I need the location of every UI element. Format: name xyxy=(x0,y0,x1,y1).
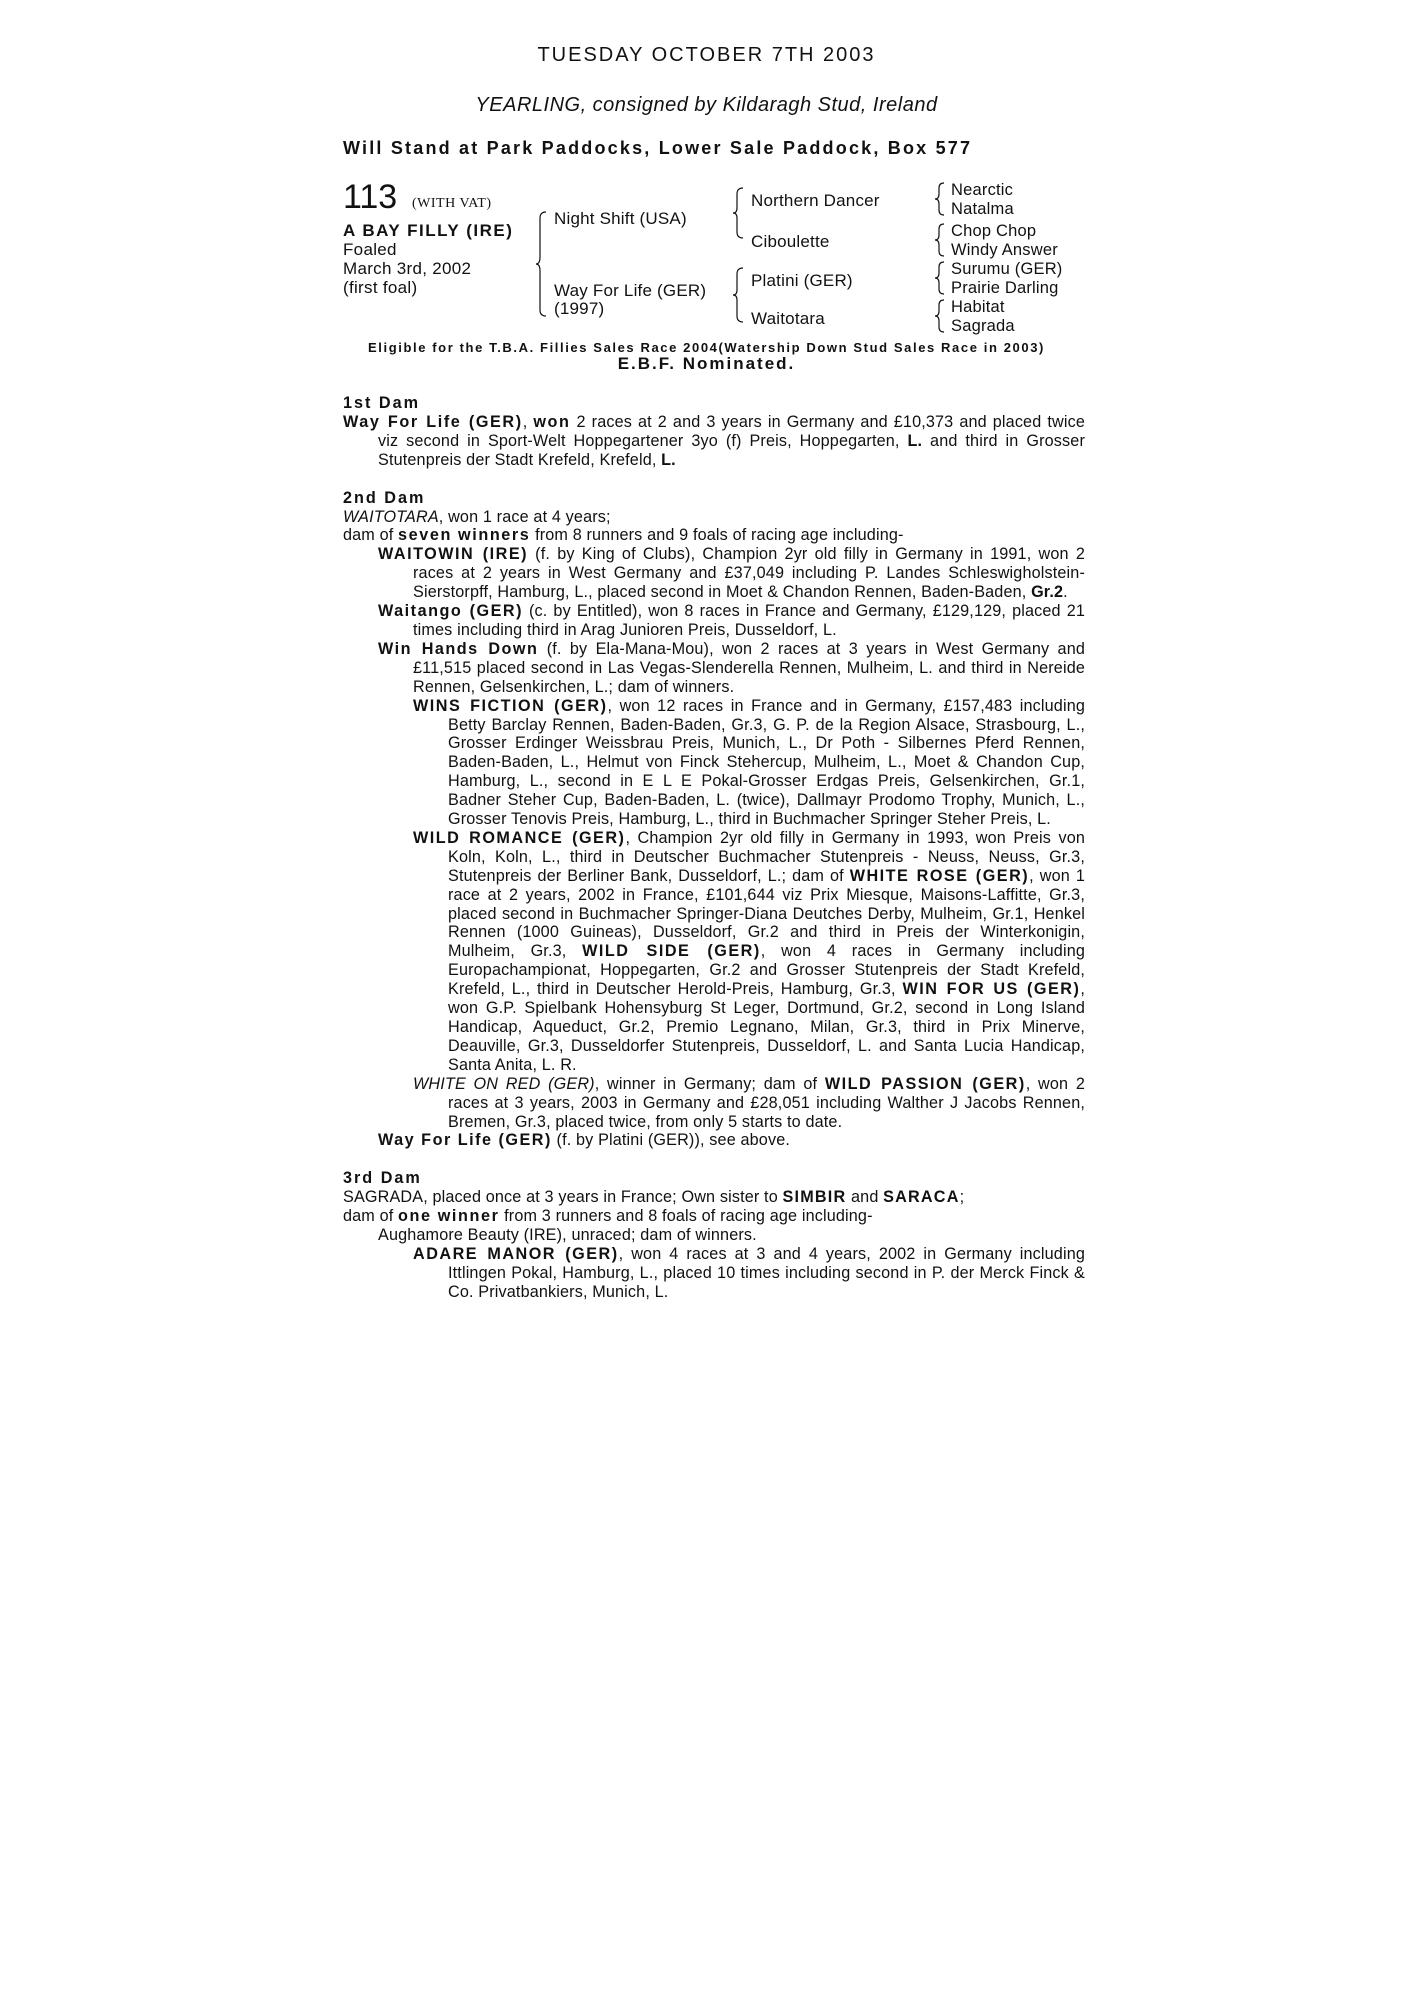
entry-wins-fiction: WINS FICTION (GER), won 12 races in France and in Germany, £157,483 including Betty Barclay Rennen, Baden-Baden, Gr.3, G. P. de la Region Alsace, Strasbourg, L., Grosser Erdinger Weissbrau Preis, Munich, L., Dr Poth - Silbernes Pferd Rennen, Baden-Baden, L., Helmut von Finck Stehercup, Mulheim, L., Moet & Chandon Cup, Hamburg, L., second in E L E Pokal-Grosser Erdgas Preis, Gelsenkirchen, Gr.1, Badner Steher Cup, Baden-Baden, L. (twice), Dallmayr Prodomo Trophy, Munich, L., Grosser Tenovis Preis, Hamburg, L., third in Buchmacher Springer Steher Preis, L. xyxy=(413,696,1086,829)
first-dam-heading: 1st Dam xyxy=(343,394,420,412)
pedigree-sire: Night Shift (USA) xyxy=(554,209,687,228)
pedigree-bracket-g3-1 xyxy=(935,180,947,220)
vat-note: (WITH VAT) xyxy=(412,196,492,211)
entry-white-on-red: WHITE ON RED (GER), winner in Germany; dam of WILD PASSION (GER), won 2 races at 3 years, 2003 in Germany and £28,051 including Walther J Jacobs Rennen, Bremen, Gr.3, placed twice, from only 5 starts to date. xyxy=(413,1074,1085,1131)
pedigree-bracket-g3-2 xyxy=(935,221,947,261)
pedigree-body xyxy=(343,394,1085,1302)
second-dam-heading: 2nd Dam xyxy=(343,488,426,507)
pedigree-dam-sire: Platini (GER) xyxy=(751,271,853,290)
pedigree-bracket-gen1 xyxy=(536,210,550,320)
pedigree-dam-dam: Waitotara xyxy=(751,309,825,328)
pedigree-dam: Way For Life (GER) xyxy=(554,281,707,300)
pedigree-bracket-sire xyxy=(733,186,747,242)
pedigree-bracket-dam xyxy=(733,266,747,326)
entry-win-hands-down: Win Hands Down (f. by Ela-Mana-Mou), won 2 races at 3 years in West Germany and £11,515 placed second in Las Vegas-Slenderella Rennen, Mulheim, L. and third in Nereide Rennen, Gelsenkirchen, L.; dam of winners. xyxy=(378,639,1085,696)
sale-date: TUESDAY OCTOBER 7TH 2003 xyxy=(537,44,876,66)
pedigree-bracket-g3-4 xyxy=(935,297,947,337)
second-dam-line1: WAITOTARA, won 1 race at 4 years; xyxy=(343,507,611,526)
entry-way-for-life: Way For Life (GER) (f. by Platini (GER)), see above. xyxy=(378,1131,790,1150)
pedigree-bracket-g3-3 xyxy=(935,259,947,299)
stand-location: Will Stand at Park Paddocks, Lower Sale Paddock, Box 577 xyxy=(343,138,973,158)
pedigree-g3-2: Natalma xyxy=(951,200,1014,218)
third-dam-line1: SAGRADA, placed once at 3 years in France; Own sister to SIMBIR and SARACA; xyxy=(343,1188,965,1207)
pedigree-g3-7: Habitat xyxy=(951,298,1005,316)
entry-waitowin: WAITOWIN (IRE) (f. by King of Clubs), Champion 2yr old filly in Germany in 1991, won 2 races at 2 years in West Germany and £37,049 including P. Landes Schleswigholstein-Sierstorpff, Hamburg, L., placed second in Moet & Chandon Rennen, Baden-Baden, Gr.2. xyxy=(378,545,1085,602)
ebf-note: E.B.F. Nominated. xyxy=(617,354,796,373)
pedigree-sire-sire: Northern Dancer xyxy=(751,191,880,210)
lot-number: 113 xyxy=(343,178,398,216)
third-dam-line2: dam of one winner from 3 runners and 8 foals of racing age including- xyxy=(343,1207,873,1226)
pedigree-sire-dam: Ciboulette xyxy=(751,232,830,251)
entry-adare-manor: ADARE MANOR (GER), won 4 races at 3 and 4 years, 2002 in Germany including Ittlingen Pokal, Hamburg, L., placed 10 times including second in P. der Merck Finck & Co. Privatbankiers, Munich, L. xyxy=(413,1244,1085,1301)
pedigree-dam-year: (1997) xyxy=(554,299,605,318)
third-dam-line3: Aughamore Beauty (IRE), unraced; dam of winners. xyxy=(378,1226,757,1245)
pedigree-g3-1: Nearctic xyxy=(951,181,1014,199)
first-dam-text: Way For Life (GER), won 2 races at 2 and 3 years in Germany and £10,373 and placed twice viz second in Sport-Welt Hoppegartener 3yo (f) Preis, Hoppegarten, L. and third in Grosser Stutenpreis der Stadt Krefeld, Krefeld, L. xyxy=(343,412,1085,469)
second-dam-line2: dam of seven winners from 8 runners and 9 foals of racing age including- xyxy=(343,526,904,545)
horse-title: A BAY FILLY (IRE) xyxy=(343,221,514,240)
pedigree-g3-4: Windy Answer xyxy=(951,241,1058,259)
pedigree-g3-3: Chop Chop xyxy=(951,222,1037,240)
entry-wild-romance: WILD ROMANCE (GER), Champion 2yr old filly in Germany in 1993, won Preis von Koln, Koln, L., third in Deutscher Buchmacher Stutenpreis - Neuss, Neuss, Gr.3, Stutenpreis der Berliner Bank, Dusseldorf, L.; dam of WHITE ROSE (GER), won 1 race at 2 years, 2002 in France, £101,644 viz Prix Miesque, Maisons-Laffitte, Gr.3, placed second in Buchmacher Springer-Diana Deutches Derby, Mulheim, Gr.1, Henkel Rennen (1000 Guineas), Dusseldorf, Gr.2 and third in Preis der Winterkonigin, Mulheim, Gr.3, WILD SIDE (GER), won 4 races in Germany including Europachampionat, Hoppegarten, Gr.2 and Grosser Stutenpreis der Stadt Krefeld, Krefeld, L., third in Deutscher Herold-Preis, Hamburg, Gr.3, WIN FOR US (GER), won G.P. Spielbank Hohensyburg St Leger, Dortmund, Gr.2, second in Long Island Handicap, Aqueduct, Gr.2, Premio Legnano, Milan, Gr.3, third in Prix Minerve, Deauville, Gr.3, Dusseldorfer Stutenpreis, Dusseldorf, L. and Santa Lucia Handicap, Santa Anita, L. R. xyxy=(413,828,1086,1074)
consignment-line: YEARLING, consigned by Kildaragh Stud, Ireland xyxy=(475,94,938,116)
pedigree-g3-6: Prairie Darling xyxy=(951,279,1059,297)
third-dam-heading: 3rd Dam xyxy=(343,1169,422,1188)
foaled-label: Foaled xyxy=(343,240,397,259)
pedigree-g3-5: Surumu (GER) xyxy=(951,260,1063,278)
entry-waitango: Waitango (GER) (c. by Entitled), won 8 races in France and Germany, £129,129, placed 21 times including third in Arag Junioren Preis, Dusseldorf, L. xyxy=(378,602,1085,639)
foaled-date: March 3rd, 2002 xyxy=(343,259,472,278)
foal-note: (first foal) xyxy=(343,278,418,297)
eligibility-note: Eligible for the T.B.A. Fillies Sales Race 2004(Watership Down Stud Sales Race in 2003) xyxy=(368,340,1045,355)
pedigree-g3-8: Sagrada xyxy=(951,317,1015,335)
